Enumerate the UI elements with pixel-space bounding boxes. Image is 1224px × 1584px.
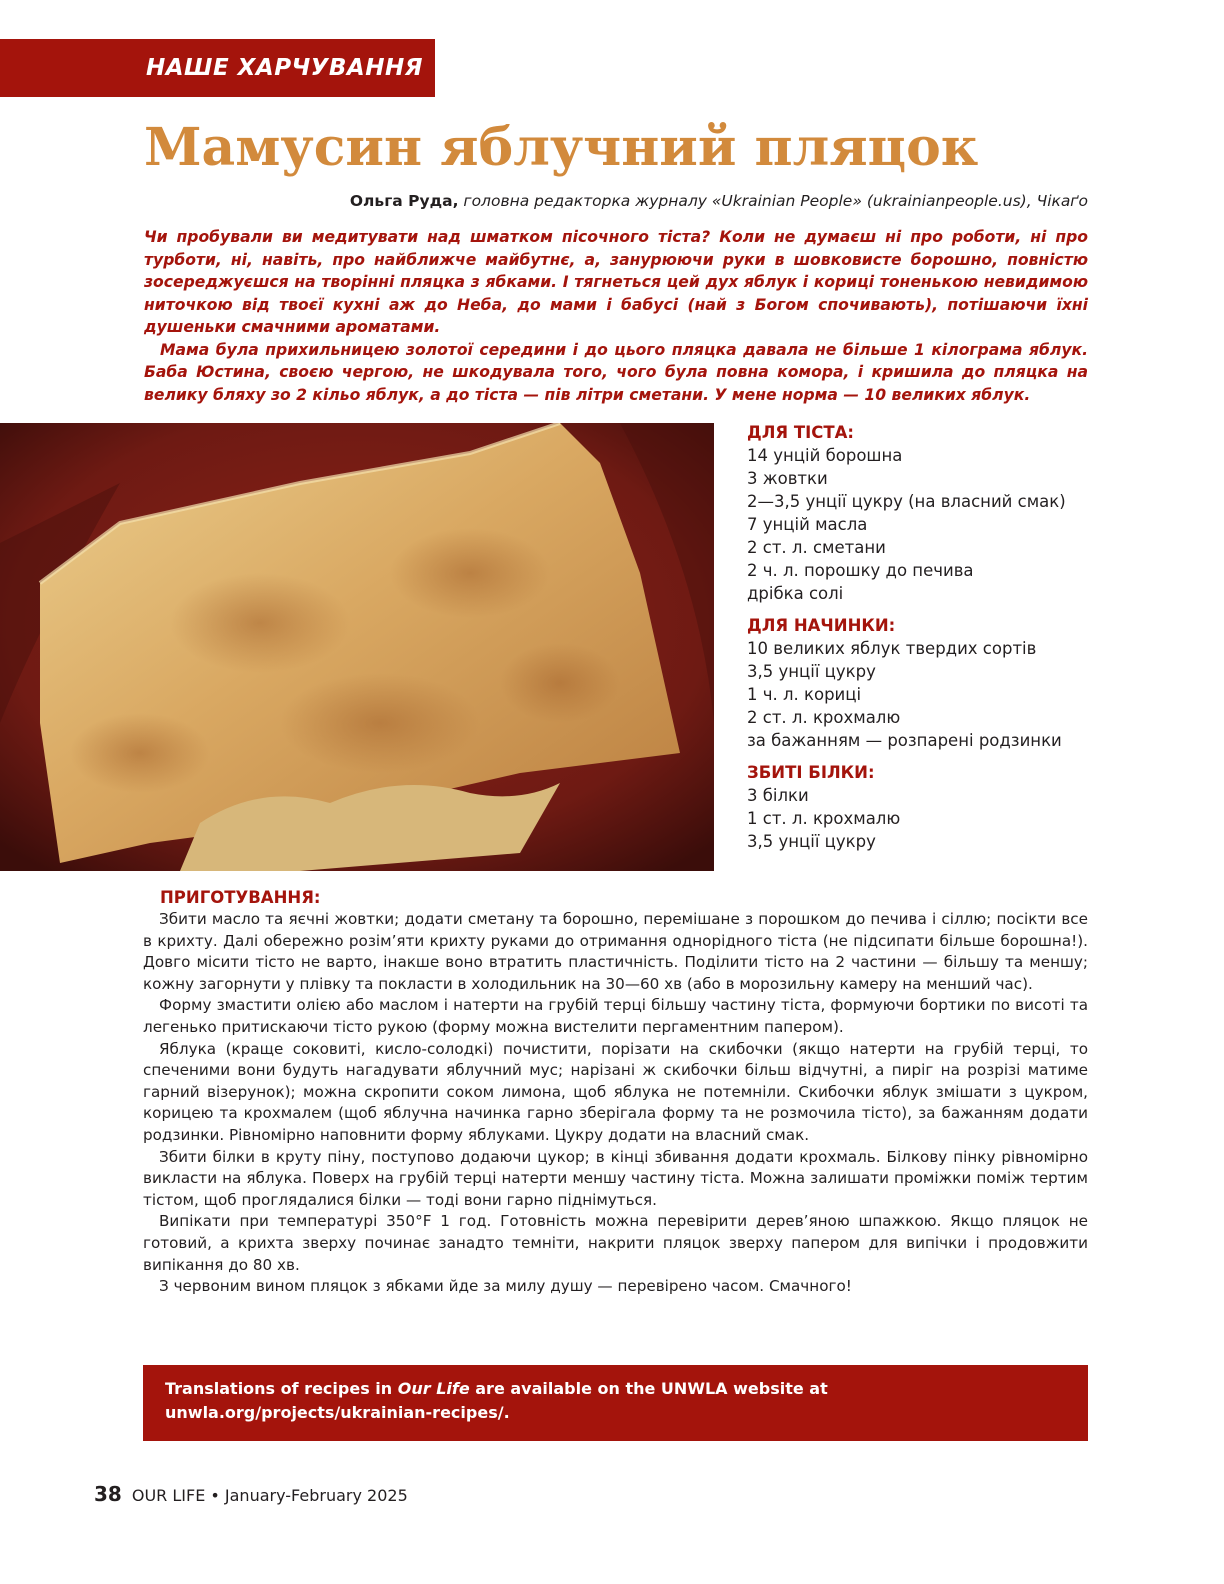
byline xyxy=(350,190,1088,212)
ingredient-item: 2 ч. л. порошку до печива xyxy=(747,561,974,580)
ingredient-item: 1 ч. л. кориці xyxy=(747,685,862,704)
preparation-paragraph: Збити масло та яєчні жовтки; додати сметану та борошно, перемішане з порошком до печива і сіллю; посікти все в крихту. Далі обережно розім’яти крихту руками до отримання однорідного тіста (не підсипати більше борошна!). Довго місити тісто не варто, інакше воно втратить пластичність. Поділити тісто на 2 частини — більшу та меншу; кожну загорнути у плівку та покласти в холодильник на 30—60 хв (або в морозильну камеру на менший час). xyxy=(143,910,1088,993)
ingredient-item: 2 ст. л. сметани xyxy=(747,538,886,557)
ingredient-item: дрібка солі xyxy=(747,584,844,603)
ingredients-whites-heading: ЗБИТІ БІЛКИ: xyxy=(747,763,875,782)
preparation-paragraph: Яблука (краще соковиті, кисло-солодкі) почистити, порізати на скибочки (якщо натерти на грубій терці, то спеченими вони будуть нагадувати яблучний мус; нарізані ж скибочки більш відчутні, а пиріг на розрізі матиме гарний візерунок); можна скропити соком лимона, щоб яблука не потемніли. Скибочки яблук змішати з цукром, корицею та крохмалем (щоб яблучна начинка гарно зберігала форму та не розмочила тісто), за бажанням додати родзинки. Рівномірно наповнити форму яблуками. Цукру додати на власний смак. xyxy=(143,1039,1088,1144)
note-magazine-name: Our Life xyxy=(397,1379,470,1398)
section-tag: НАШЕ ХАРЧУВАННЯ xyxy=(0,39,435,97)
ingredient-item: 10 великих яблук твердих сортів xyxy=(747,639,1037,658)
page-footer xyxy=(94,1482,408,1508)
ingredients-dough-heading: ДЛЯ ТІСТА: xyxy=(747,423,854,442)
byline-author: Ольга Руда, xyxy=(349,192,459,210)
preparation-paragraph: З червоним вином пляцок з ябками йде за милу душу — перевірено часом. Смачного! xyxy=(159,1277,852,1296)
ingredient-item: 3 білки xyxy=(747,786,809,805)
ingredient-item: 2 ст. л. крохмалю xyxy=(747,708,901,727)
preparation-paragraph: Збити білки в круту піну, поступово додаючи цукор; в кінці збивання додати крохмаль. Білкову пінку рівномірно викласти на яблука. Поверх на грубій терці натерти меншу частину тіста. Можна залишати проміжки поміж тертим тістом, щоб проглядалися білки — тоді вони гарно піднімуться. xyxy=(143,1147,1088,1209)
note-text-before: Translations of recipes in xyxy=(165,1379,398,1398)
preparation-heading: ПРИГОТУВАННЯ: xyxy=(160,888,321,907)
footer-publication: OUR LIFE • January-February 2025 xyxy=(131,1486,408,1505)
ingredient-item: 3 жовтки xyxy=(747,469,828,488)
ingredient-item: 14 унцій борошна xyxy=(747,446,903,465)
ingredient-item: 1 ст. л. крохмалю xyxy=(747,809,901,828)
page-number: 38 xyxy=(94,1482,122,1506)
ingredients-dough-list xyxy=(747,444,1107,605)
ingredient-item: 2—3,5 унції цукру (на власний смак) xyxy=(747,492,1066,511)
apple-pie-photo xyxy=(0,423,714,871)
byline-role: головна редакторка журналу «Ukrainian People» (ukrainianpeople.us), Чікаґо xyxy=(458,192,1088,210)
preparation-paragraph: Форму змастити олією або маслом і натерти на грубій терці більшу частину тіста, формуючи бортики по висоті та легенько притискаючи тісто рукою (форму можна вистелити пергаментним папером). xyxy=(143,996,1088,1036)
note-text-after: are available on the UNWLA website at unwla.org/projects/ukrainian-recipes/. xyxy=(165,1379,828,1422)
ingredients-filling-list xyxy=(747,637,1107,752)
apple-pie-image xyxy=(0,423,714,871)
preparation-paragraph: Випікати при температурі 350°F 1 год. Готовність можна перевірити дерев’яною шпажкою. Якщо пляцок не готовий, а крихта зверху починає занадто темніти, накрити пляцок зверху папером для випічки і продовжити випікання до 80 хв. xyxy=(143,1212,1088,1274)
intro-paragraph: Чи пробували ви медитувати над шматком пісочного тіста? Коли не думаєш ні про роботи, ні про турботи, ні, навіть, про найближче майбутнє, а, занурюючи руки в шовковисте борошно, повністю зосереджуєшся на творінні пляцка з ябками. І тягнеться цей дух яблук і кориці тоненькою невидимою ниточкою від твоєї кухні аж до Неба, до мами і бабусі (най з Богом спочивають), потішаючи їхні душеньки смачними ароматами. xyxy=(144,228,1088,336)
ingredients xyxy=(747,421,1107,862)
page-title: Мамусин яблучний пляцок xyxy=(144,117,979,178)
ingredients-filling-heading: ДЛЯ НАЧИНКИ: xyxy=(747,616,896,635)
preparation-text xyxy=(143,909,1088,1298)
ingredient-item: 3,5 унції цукру xyxy=(747,662,876,681)
translations-note xyxy=(143,1365,1088,1441)
ingredient-item: за бажанням — розпарені родзинки xyxy=(747,731,1062,750)
ingredient-item: 3,5 унції цукру xyxy=(747,832,876,851)
ingredient-item: 7 унцій масла xyxy=(747,515,868,534)
ingredients-whites-list xyxy=(747,784,1107,853)
intro xyxy=(144,226,1088,406)
intro-paragraph: Мама була прихильницею золотої середини і до цього пляцка давала не більше 1 кілограма яблук. Баба Юстина, своєю чергою, не шкодувала того, чого була повна комора, і кришила до пляцка на велику бляху зо 2 кільо яблук, а до тіста — пів літри сметани. У мене норма — 10 великих яблук. xyxy=(144,340,1088,404)
